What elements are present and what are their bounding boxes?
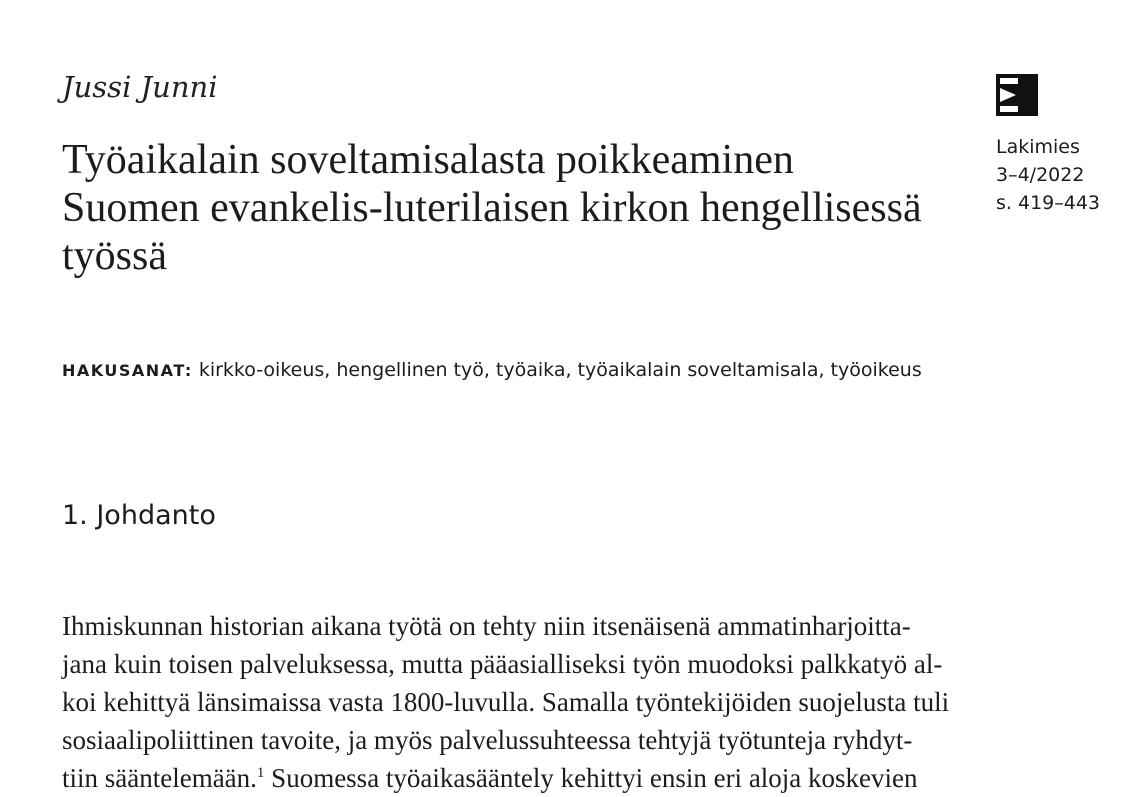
keywords: [62, 356, 962, 385]
title-line: Työaikalain soveltamisalasta poikkeaminen: [62, 137, 794, 183]
keywords-label: HAKUSANAT:: [62, 361, 193, 380]
keywords-text: kirkko-oikeus, hengellinen työ, työaika, työaikalain soveltamisala, työoikeus: [198, 359, 922, 381]
journal-name: Lakimies: [996, 136, 1080, 158]
journal-pages: s. 419–443: [996, 192, 1101, 214]
section-heading: 1. Johdanto: [62, 500, 216, 531]
article-title: [62, 136, 1002, 280]
journal-meta: [996, 133, 1100, 217]
footnote-reference[interactable]: 1: [256, 765, 265, 781]
journal-issue: 3–4/2022: [996, 164, 1085, 186]
body-text-segment: tiin sääntelemään.: [62, 763, 257, 793]
title-line: työssä: [62, 233, 167, 279]
body-line: sosiaalipoliittinen tavoite, ja myös palvelussuhteessa tehtyjä työtunteja ryhdyt-: [62, 725, 913, 755]
title-line: Suomen evankelis-luterilaisen kirkon hengellisessä: [62, 185, 922, 231]
body-line: koi kehittyä länsimaissa vasta 1800-luvulla. Samalla työntekijöiden suojelusta tuli: [62, 687, 950, 717]
journal-logo-icon: [996, 74, 1038, 116]
body-paragraph: [62, 607, 1002, 797]
body-line: Ihmiskunnan historian aikana työtä on tehty niin itsenäisenä ammatinharjoitta-: [62, 611, 911, 641]
author-name: Jussi Junni: [62, 70, 218, 104]
body-line: [62, 759, 1002, 797]
body-text-segment: Suomessa työaikasääntely kehittyi ensin eri aloja koskevien: [264, 763, 918, 793]
body-line: jana kuin toisen palveluksessa, mutta pääasialliseksi työn muodoksi palkkatyö al-: [62, 649, 943, 679]
